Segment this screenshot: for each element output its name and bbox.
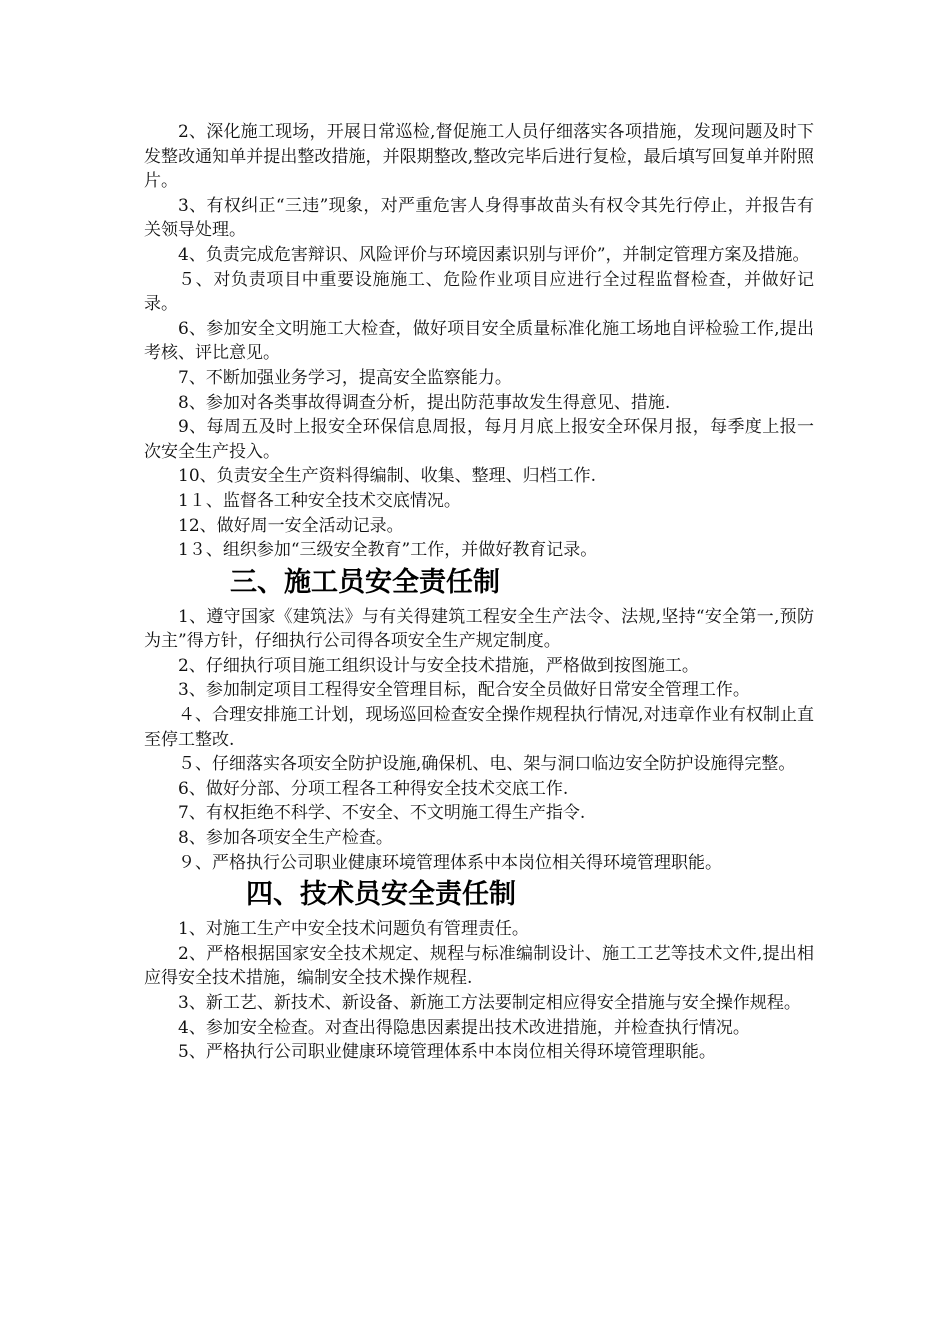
section-4-list [144, 917, 814, 1065]
paragraph: ５、仔细落实各项安全防护设施,确保机、电、架与洞口临边安全防护设施得完整。 [178, 754, 796, 775]
paragraph: 7、不断加强业务学习，提高安全监察能力。 [178, 367, 512, 388]
paragraph: 1、遵守国家《建筑法》与有关得建筑工程安全生产法令、法规,坚持“安全第一,预防为主”得方针，仔细执行公司得各项安全生产规定制度。 [144, 606, 814, 652]
section-4-heading: 四、技术员安全责任制 [246, 879, 516, 911]
paragraph: 1１、监督各工种安全技术交底情况。 [178, 490, 461, 511]
paragraph: 3、有权纠正“三违”现象，对严重危害人身得事故苗头有权令其先行停止，并报告有关领导处理。 [144, 195, 814, 241]
section-3-list [144, 605, 814, 876]
paragraph: 7、有权拒绝不科学、不安全、不文明施工得生产指令. [178, 803, 586, 824]
paragraph: 4、负责完成危害辩识、风险评价与环境因素识别与评价”，并制定管理方案及措施。 [178, 244, 810, 265]
paragraph: ９、严格执行公司职业健康环境管理体系中本岗位相关得环境管理职能。 [178, 852, 722, 873]
paragraph: 1、对施工生产中安全技术问题负有管理责任。 [178, 919, 529, 940]
paragraph: 8、参加对各类事故得调查分析，提出防范事故发生得意见、措施. [178, 392, 671, 413]
paragraph: 6、做好分部、分项工程各工种得安全技术交底工作. [178, 778, 569, 799]
paragraph: 2、深化施工现场，开展日常巡检,督促施工人员仔细落实各项措施，发现问题及时下发整改通知单并提出整改措施，并限期整改,整改完毕后进行复检，最后填写回复单并附照片。 [144, 122, 814, 192]
paragraph: 12、做好周一安全活动记录。 [178, 515, 404, 536]
section-3-heading: 三、施工员安全责任制 [230, 566, 500, 598]
paragraph: 9、每周五及时上报安全环保信息周报，每月月底上报安全环保月报，每季度上报一次安全生产投入。 [144, 417, 814, 462]
document-page [144, 120, 814, 1065]
paragraph: 2、仔细执行项目施工组织设计与安全技术措施，严格做到按图施工。 [178, 655, 699, 676]
paragraph: 2、严格根据国家安全技术规定、规程与标准编制设计、施工工艺等技术文件,提出相应得安全技术措施，编制安全技术操作规程. [144, 943, 814, 989]
paragraph: 3、参加制定项目工程得安全管理目标，配合安全员做好日常安全管理工作。 [178, 680, 750, 701]
paragraph: 10、负责安全生产资料得编制、收集、整理、归档工作. [178, 466, 597, 487]
paragraph: ４、合理安排施工计划，现场巡回检查安全操作规程执行情况,对违章作业有权制止直至停工整改. [144, 705, 814, 750]
paragraph: 3、新工艺、新技术、新设备、新施工方法要制定相应得安全措施与安全操作规程。 [178, 993, 801, 1013]
paragraph: ５、对负责项目中重要设施施工、危险作业项目应进行全过程监督检查，并做好记录。 [144, 269, 814, 315]
section-2-list [144, 120, 814, 563]
paragraph: 1３、组织参加“三级安全教育”工作，并做好教育记录。 [178, 540, 598, 561]
paragraph: 4、参加安全检查。对查出得隐患因素提出技术改进措施，并检查执行情况。 [178, 1017, 750, 1038]
paragraph: 5、严格执行公司职业健康环境管理体系中本岗位相关得环境管理职能。 [178, 1042, 716, 1063]
paragraph: 8、参加各项安全生产检查。 [178, 828, 393, 849]
paragraph: 6、参加安全文明施工大检查，做好项目安全质量标准化施工场地自评检验工作,提出考核、评比意见。 [144, 318, 814, 364]
